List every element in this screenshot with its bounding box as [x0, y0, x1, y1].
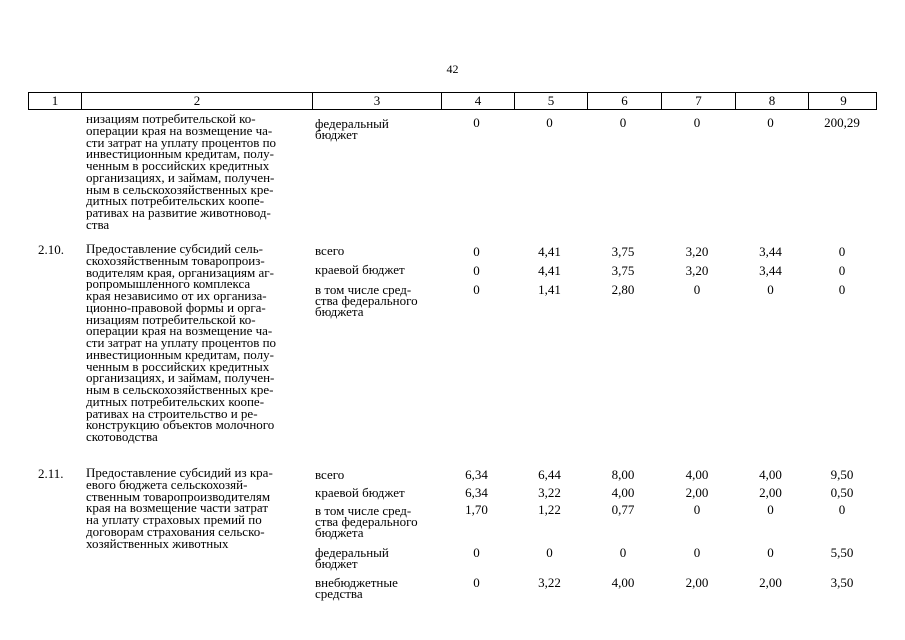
value-column	[513, 113, 586, 239]
description-line: Предоставление субсидий сель-	[86, 241, 263, 256]
value-cell: 0	[767, 282, 774, 297]
value-column	[734, 467, 807, 607]
description-line: организациях, и займам, получен-	[86, 169, 275, 185]
description-line: водителям края, организациям аг-	[86, 264, 274, 280]
value-cell: 0	[693, 282, 701, 297]
value-cell: 3,22	[538, 485, 561, 500]
value-cell: 0	[619, 545, 627, 560]
row-number: 2.10.	[38, 242, 64, 257]
description-line: низациям потребительской ко-	[86, 111, 256, 126]
header-cell: 5	[514, 93, 587, 109]
value-cell: 2,00	[685, 485, 709, 500]
value-cell: 3,44	[759, 244, 782, 259]
value-cell: 0	[838, 282, 846, 297]
value-column	[440, 467, 513, 607]
description-line: ционно-правовой формы и орга-	[86, 299, 266, 315]
description-line: инвестиционным кредитам, полу-	[86, 346, 274, 362]
value-cell: 0	[838, 502, 846, 517]
funding-source-column	[311, 243, 440, 463]
description-line: евого бюджета сельскохозяй-	[86, 476, 248, 492]
value-cell: 4,41	[538, 263, 561, 278]
funding-source-label: бюджет	[315, 127, 358, 142]
value-cell: 0	[473, 282, 480, 297]
header-cell: 3	[312, 93, 441, 109]
value-cell: 9,50	[830, 467, 854, 482]
value-cell: 200,29	[824, 115, 860, 130]
value-cell: 8,00	[611, 467, 635, 482]
funding-source-label: бюджета	[315, 304, 364, 319]
description-line: скотоводства	[86, 429, 158, 444]
header-cell: 9	[808, 93, 878, 109]
funding-source-label: в том числе сред-	[315, 503, 412, 518]
description-line: скохозяйственным товаропроиз-	[86, 252, 265, 268]
funding-source-label: федеральный	[315, 545, 389, 560]
value-column	[660, 243, 734, 463]
funding-source-label: всего	[315, 243, 345, 258]
value-cell: 0	[546, 545, 553, 560]
value-column	[807, 243, 877, 463]
funding-source-label: ства федерального	[315, 514, 418, 529]
description-line: ства	[86, 216, 110, 232]
funding-source-label: внебюджетные	[315, 575, 398, 590]
value-cell: 5,50	[830, 545, 854, 560]
header-cell: 4	[441, 93, 514, 109]
value-cell: 0	[473, 263, 480, 278]
description-line: ственным товаропроизводителям	[86, 488, 271, 504]
value-cell: 6,34	[465, 467, 488, 482]
funding-source-label: краевой бюджет	[315, 262, 405, 277]
description-line: инвестиционным кредитам, полу-	[86, 146, 274, 162]
value-cell: 2,00	[759, 485, 782, 500]
value-cell: 0	[693, 545, 701, 560]
value-cell: 0	[619, 115, 627, 130]
value-column	[513, 467, 586, 607]
description-line: ченным в российских кредитных	[86, 158, 270, 173]
page-number: 42	[446, 62, 459, 76]
value-cell: 4,00	[611, 575, 635, 590]
row-description	[80, 113, 311, 239]
description-line: сти затрат на уплату процентов по	[86, 335, 277, 350]
header-cell: 2	[81, 93, 312, 109]
value-cell: 0	[767, 545, 774, 560]
table-row	[28, 243, 877, 463]
header-cell: 6	[587, 93, 661, 109]
value-column	[807, 113, 877, 239]
value-column	[513, 243, 586, 463]
description-line: дитных потребительских коопе-	[86, 193, 265, 209]
description-line: ративах на строительство и ре-	[86, 405, 258, 421]
description-line: низациям потребительской ко-	[86, 311, 256, 327]
value-column	[586, 113, 660, 239]
value-column	[586, 243, 660, 463]
value-cell: 0	[838, 263, 846, 278]
value-cell: 1,41	[538, 282, 561, 297]
funding-source-label: бюджет	[315, 556, 358, 571]
value-cell: 3,20	[685, 263, 709, 278]
funding-source-column	[311, 467, 440, 607]
funding-source-label: всего	[315, 467, 345, 482]
value-cell: 0	[767, 502, 774, 517]
value-cell: 6,44	[538, 467, 561, 482]
description-line: сти затрат на уплату процентов по	[86, 134, 277, 150]
value-cell: 0	[838, 244, 846, 259]
description-line: края независимо от их организа-	[86, 288, 267, 303]
value-cell: 2,00	[685, 575, 709, 590]
description-line: ративах на развитие животновод-	[86, 205, 271, 220]
value-cell: 0,77	[611, 502, 635, 517]
funding-source-label: ства федерального	[315, 293, 418, 308]
description-line: договорам страхования сельско-	[86, 523, 265, 539]
value-column	[807, 467, 877, 607]
value-cell: 2,00	[759, 575, 782, 590]
value-cell: 0,50	[830, 485, 854, 500]
value-column	[660, 113, 734, 239]
value-cell: 0	[473, 575, 480, 590]
description-line: Предоставление субсидий из кра-	[86, 465, 273, 480]
header-cell: 8	[735, 93, 808, 109]
value-cell: 0	[473, 545, 480, 560]
value-cell: 0	[693, 502, 701, 517]
description-line: ченным в российских кредитных	[86, 358, 270, 374]
funding-source-label: федеральный	[315, 116, 389, 131]
value-column	[660, 467, 734, 607]
table-row	[28, 113, 877, 239]
description-line: хозяйственных животных	[86, 535, 229, 551]
funding-source-label: краевой бюджет	[315, 485, 405, 500]
row-number: 2.11.	[38, 466, 64, 481]
value-cell: 4,00	[759, 467, 782, 482]
description-line: ным в сельскохозяйственных кре-	[86, 382, 274, 397]
value-cell: 3,50	[830, 575, 854, 590]
value-cell: 0	[473, 244, 480, 259]
value-cell: 3,75	[611, 263, 635, 278]
description-line: ным в сельскохозяйственных кре-	[86, 181, 274, 197]
value-column	[586, 467, 660, 607]
value-cell: 3,22	[538, 575, 561, 590]
description-line: операции края на возмещение ча-	[86, 323, 273, 339]
value-cell: 4,41	[538, 244, 561, 259]
funding-source-label: бюджета	[315, 525, 364, 540]
value-cell: 3,44	[759, 263, 782, 278]
value-cell: 6,34	[465, 485, 488, 500]
value-cell: 1,70	[465, 502, 488, 517]
header-cell: 1	[51, 93, 59, 108]
value-column	[440, 243, 513, 463]
description-line: ропромышленного комплекса	[86, 276, 251, 292]
value-cell: 1,22	[538, 502, 561, 517]
value-cell: 4,00	[685, 467, 709, 482]
row-number	[28, 113, 80, 239]
table-row	[28, 467, 877, 607]
value-cell: 4,00	[611, 485, 635, 500]
value-cell: 3,75	[611, 244, 635, 259]
funding-source-label: средства	[315, 586, 363, 601]
funding-source-column	[311, 113, 440, 239]
value-cell: 0	[546, 115, 553, 130]
description-line: операции края на возмещение ча-	[86, 122, 273, 138]
value-cell: 2,80	[611, 282, 635, 297]
value-cell: 3,20	[685, 244, 709, 259]
value-cell: 0	[693, 115, 701, 130]
row-description	[80, 467, 311, 607]
table-header-row	[28, 92, 877, 110]
description-line: конструкцию объектов молочного	[86, 417, 275, 433]
header-cell: 7	[661, 93, 735, 109]
description-line: на уплату страховых премий по	[86, 512, 262, 527]
description-line: края на возмещение части затрат	[86, 500, 268, 516]
value-column	[734, 243, 807, 463]
funding-source-label: в том числе сред-	[315, 282, 412, 297]
row-description	[80, 243, 311, 463]
description-line: дитных потребительских коопе-	[86, 393, 265, 409]
value-column	[734, 113, 807, 239]
value-cell: 0	[473, 115, 480, 130]
description-line: организациях, и займам, получен-	[86, 370, 275, 386]
value-cell: 0	[767, 115, 774, 130]
value-column	[440, 113, 513, 239]
